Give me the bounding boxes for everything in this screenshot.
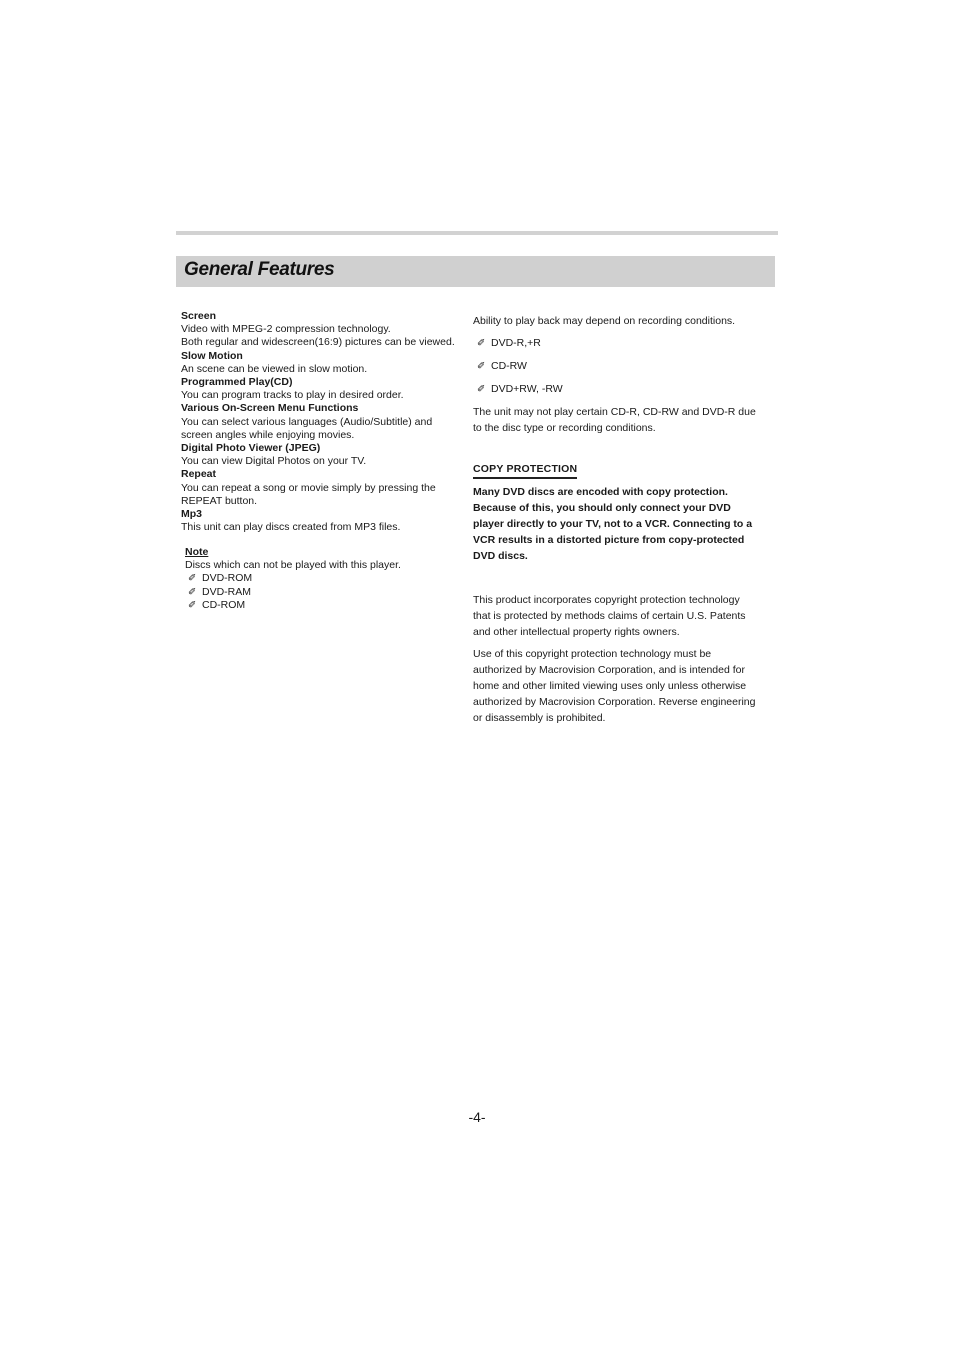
features-column bbox=[181, 310, 471, 534]
warning-line: DVD discs. bbox=[473, 550, 528, 562]
feature-programmed-play bbox=[181, 376, 471, 402]
feature-photo-viewer bbox=[181, 442, 471, 468]
feature-heading: Repeat bbox=[181, 468, 217, 481]
feature-heading: Various On-Screen Menu Functions bbox=[181, 402, 359, 415]
note-block bbox=[185, 546, 465, 612]
warning-line: Because of this, you should only connect your DVD bbox=[473, 502, 731, 514]
list-item bbox=[473, 358, 763, 375]
pen-icon: ✐ bbox=[188, 586, 197, 598]
list-item bbox=[185, 599, 465, 612]
playback-block bbox=[473, 313, 763, 436]
feature-heading: Programmed Play(CD) bbox=[181, 376, 293, 389]
top-divider bbox=[176, 231, 778, 235]
list-item-label: DVD-ROM bbox=[202, 572, 253, 585]
playback-intro: Ability to play back may depend on recording conditions. bbox=[473, 315, 736, 327]
feature-text: You can view Digital Photos on your TV. bbox=[181, 455, 367, 468]
feature-text: REPEAT button. bbox=[181, 494, 258, 507]
list-item bbox=[185, 586, 465, 599]
feature-text: You can repeat a song or movie simply by pressing the bbox=[181, 481, 436, 494]
feature-text: This unit can play discs created from MP3 files. bbox=[181, 521, 401, 534]
pen-icon: ✐ bbox=[188, 599, 197, 611]
paragraph-line: home and other limited viewing uses only unless otherwise bbox=[473, 680, 747, 692]
feature-text: screen angles while enjoying movies. bbox=[181, 428, 355, 441]
page-number: -4- bbox=[468, 1109, 486, 1125]
pen-icon: ✐ bbox=[477, 338, 486, 349]
feature-text: Video with MPEG-2 compression technology. bbox=[181, 323, 391, 336]
list-item-label: CD-ROM bbox=[202, 598, 246, 611]
playback-caveat: to the disc type or recording conditions. bbox=[473, 422, 656, 434]
feature-heading: Digital Photo Viewer (JPEG) bbox=[181, 442, 321, 455]
feature-heading: Mp3 bbox=[181, 508, 202, 521]
list-item-label: DVD+RW, -RW bbox=[491, 383, 563, 395]
list-item bbox=[473, 335, 763, 352]
feature-screen bbox=[181, 310, 471, 350]
note-title: Note bbox=[185, 546, 209, 558]
warning-line: Many DVD discs are encoded with copy protection. bbox=[473, 486, 728, 498]
paragraph-line: Use of this copyright protection technology must be bbox=[473, 648, 712, 660]
note-text: Discs which can not be played with this player. bbox=[185, 559, 401, 572]
title-underline bbox=[473, 477, 577, 479]
copy-protection-title: COPY PROTECTION bbox=[473, 463, 578, 475]
list-item-label: DVD-RAM bbox=[202, 585, 251, 598]
feature-slow-motion bbox=[181, 350, 471, 376]
paragraph-line: This product incorporates copyright protection technology bbox=[473, 594, 740, 606]
paragraph-line: or disassembly is prohibited. bbox=[473, 712, 606, 724]
copy-protection-warning bbox=[473, 484, 758, 564]
feature-text: You can select various languages (Audio/Subtitle) and bbox=[181, 415, 433, 428]
list-item bbox=[473, 381, 763, 398]
patent-paragraph bbox=[473, 592, 763, 640]
pen-icon: ✐ bbox=[188, 573, 197, 585]
feature-text: You can program tracks to play in desired order. bbox=[181, 389, 404, 402]
warning-line: player directly to your TV, not to a VCR. Connecting to a bbox=[473, 518, 753, 530]
feature-text: An scene can be viewed in slow motion. bbox=[181, 362, 368, 375]
list-item-label: DVD-R,+R bbox=[491, 337, 541, 349]
feature-menu-functions bbox=[181, 402, 471, 442]
feature-heading: Slow Motion bbox=[181, 349, 243, 362]
feature-mp3 bbox=[181, 508, 471, 534]
section-title-band bbox=[176, 256, 775, 287]
pen-icon: ✐ bbox=[477, 384, 486, 395]
list-item bbox=[185, 572, 465, 585]
paragraph-line: and other intellectual property rights owners. bbox=[473, 626, 680, 638]
feature-repeat bbox=[181, 468, 471, 508]
pen-icon: ✐ bbox=[477, 361, 486, 372]
list-item-label: CD-RW bbox=[491, 360, 527, 372]
page-title: General Features bbox=[184, 259, 335, 280]
paragraph-line: that is protected by methods claims of certain U.S. Patents bbox=[473, 610, 746, 622]
warning-line: VCR results in a distorted picture from copy-protected bbox=[473, 534, 745, 546]
feature-heading: Screen bbox=[181, 310, 217, 322]
feature-text: Both regular and widescreen(16:9) pictures can be viewed. bbox=[181, 336, 455, 349]
playback-caveat: The unit may not play certain CD-R, CD-RW and DVD-R due bbox=[473, 406, 756, 418]
macrovision-paragraph bbox=[473, 646, 763, 726]
paragraph-line: authorized by Macrovision Corporation. Reverse engineering bbox=[473, 696, 756, 708]
paragraph-line: authorized by Macrovision Corporation, and is intended for bbox=[473, 664, 745, 676]
